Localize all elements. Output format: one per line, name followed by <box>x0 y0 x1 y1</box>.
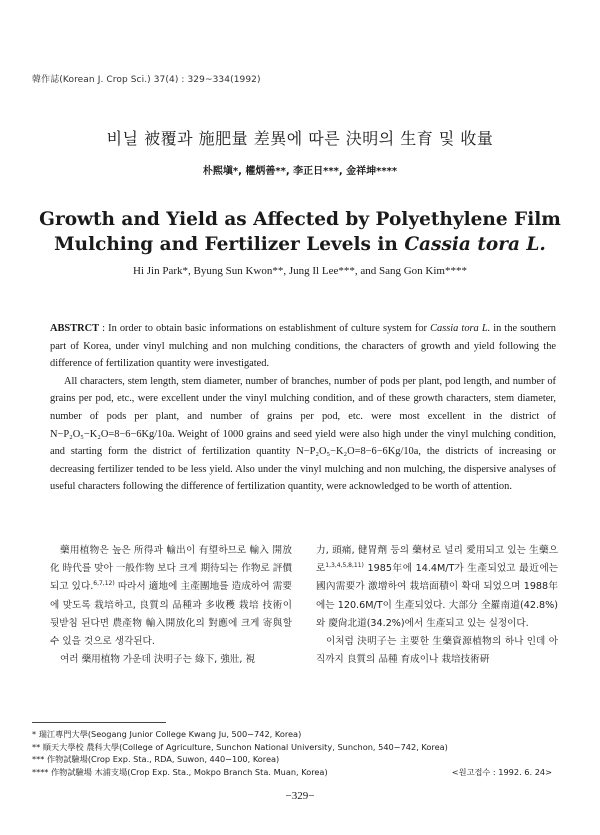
english-authors: Hi Jin Park*, Byung Sun Kwon**, Jung Il Lee***, and Sang Gon Kim**** <box>133 265 467 277</box>
body-column-left <box>50 542 292 669</box>
abstract <box>50 320 556 496</box>
footnote-divider <box>32 722 166 723</box>
body-right-paragraph-2: 이처럼 決明子는 主要한 生藥資源植物의 하나 인데 아직까지 良質의 品種 育成이나 栽培技術硏 <box>316 636 558 666</box>
received-date: <원고접수 : 1992. 6. 24> <box>451 766 552 777</box>
abstract-paragraph-2: All characters, stem length, stem diameter, number of branches, number of pods per plant, pod length, and number of grains per pod, etc., were excellent under the vinyl mulching condition, and of these growth characters, stem diameter, number of pods per plant, and number of grains per pod, etc. were most excellent in the district of N−P₂O₅−K₂O=8−6−6Kg/10a. Weight of 1000 grains and seed yield were also high under the vinyl mulching condition, and starting form the district of fertilization quantity N−P₂O₅−K₂O=8−6−6Kg/10a, the districts of increasing or decreasing fertilizer tended to be less yield. Also under the vinyl mulching and non mulching, the dispersive analyses of useful characters following the difference of fertilization quantity, were acknowledged to be worth of attention. <box>50 375 556 493</box>
page-number: −329− <box>285 790 315 802</box>
footnote-affiliation-3: *** 作物試驗場(Crop Exp. Sta., RDA, Suwon, 440−100, Korea) <box>32 754 280 764</box>
abstract-paragraph-1 <box>50 320 556 373</box>
abstract-species: Cassia tora L. <box>430 323 491 334</box>
abstract-label: ABSTRCT <box>50 323 100 334</box>
english-title-line2 <box>0 232 600 257</box>
body-left-p1-b: 따라서 適地에 主產團地를 造成하여 需要에 맞도록 栽培하고, 良質의 品種과 多收穫 栽培 技術이 뒷받침 된다면 農產物 輸入開放化의 對應에 크게 寄與할 수 있을 것으로 생각된다. <box>50 581 293 648</box>
body-right-p1-b: 1985年에 14.4M/T가 生產되었고 最近에는 國內需要가 激增하여 栽培面積이 확대 되었으며 1988年에는 120.6M/T이 生產되었다. 大部分 全羅南道(42.8%)와 慶尙北道(34.2%)에서 生產되고 있는 실정이다. <box>316 563 558 629</box>
citation-ref: 1,3,4,5,8,11) <box>325 562 364 570</box>
abstract-p1-b: in the southern part of Korea, under vinyl mulching and non mulching conditions, the characters of growth and yield following the difference of fertilization quantity were investigated. <box>50 323 556 370</box>
citation-ref: 6,7,12) <box>93 580 115 588</box>
footnotes <box>32 728 552 778</box>
footnote-affiliation-1: * 瑞江專門大學(Seogang Junior College Kwang Ju, 500−742, Korea) <box>32 729 302 739</box>
body-left-paragraph-1 <box>50 542 292 651</box>
species-name: Cassia tora L. <box>404 234 546 255</box>
journal-reference: 韓作誌(Korean J. Crop Sci.) 37(4) : 329~334(1992) <box>32 75 261 85</box>
korean-authors: 朴熙塡*, 權炳善**, 李正日***, 金祥坤**** <box>202 166 398 177</box>
english-title-line1: Growth and Yield as Affected by Polyethylene Film <box>39 209 561 230</box>
footnote-affiliation-4: **** 作物試驗場 木浦支場(Crop Exp. Sta., Mokpo Branch Sta. Muan, Korea) <box>32 766 328 777</box>
body-right-paragraph-1 <box>316 542 558 633</box>
body-column-right <box>316 542 558 669</box>
english-title <box>0 207 600 257</box>
body-right-p1-a: 力, 頭痛, 健胃劑 등의 藥材로 널리 愛用되고 있는 生藥으로 <box>316 545 558 575</box>
footnote-affiliation-2: ** 順天大學校 農科大學(College of Agriculture, Sunchon National University, Sunchon, 540−742, Korea) <box>32 741 448 752</box>
footnote-affiliation-4-row <box>32 766 552 779</box>
english-title-line2-text: Mulching and Fertilizer Levels in <box>54 234 405 255</box>
body-left-paragraph-2: 여러 藥用植物 가운데 決明子는 綠下, 強壯, 視 <box>60 654 256 666</box>
abstract-p1-a: : In order to obtain basic informations on establishment of culture system for <box>99 323 431 334</box>
korean-title: 비닐 被覆과 施肥量 差異에 따른 決明의 生育 및 收量 <box>106 129 494 148</box>
body-left-p1-a: 藥用植物은 높은 所得과 輸出이 有望하므로 輸入 開放化 時代를 맞아 一般作物 보다 크게 期待되는 作物로 評價되고 있다. <box>50 545 292 593</box>
